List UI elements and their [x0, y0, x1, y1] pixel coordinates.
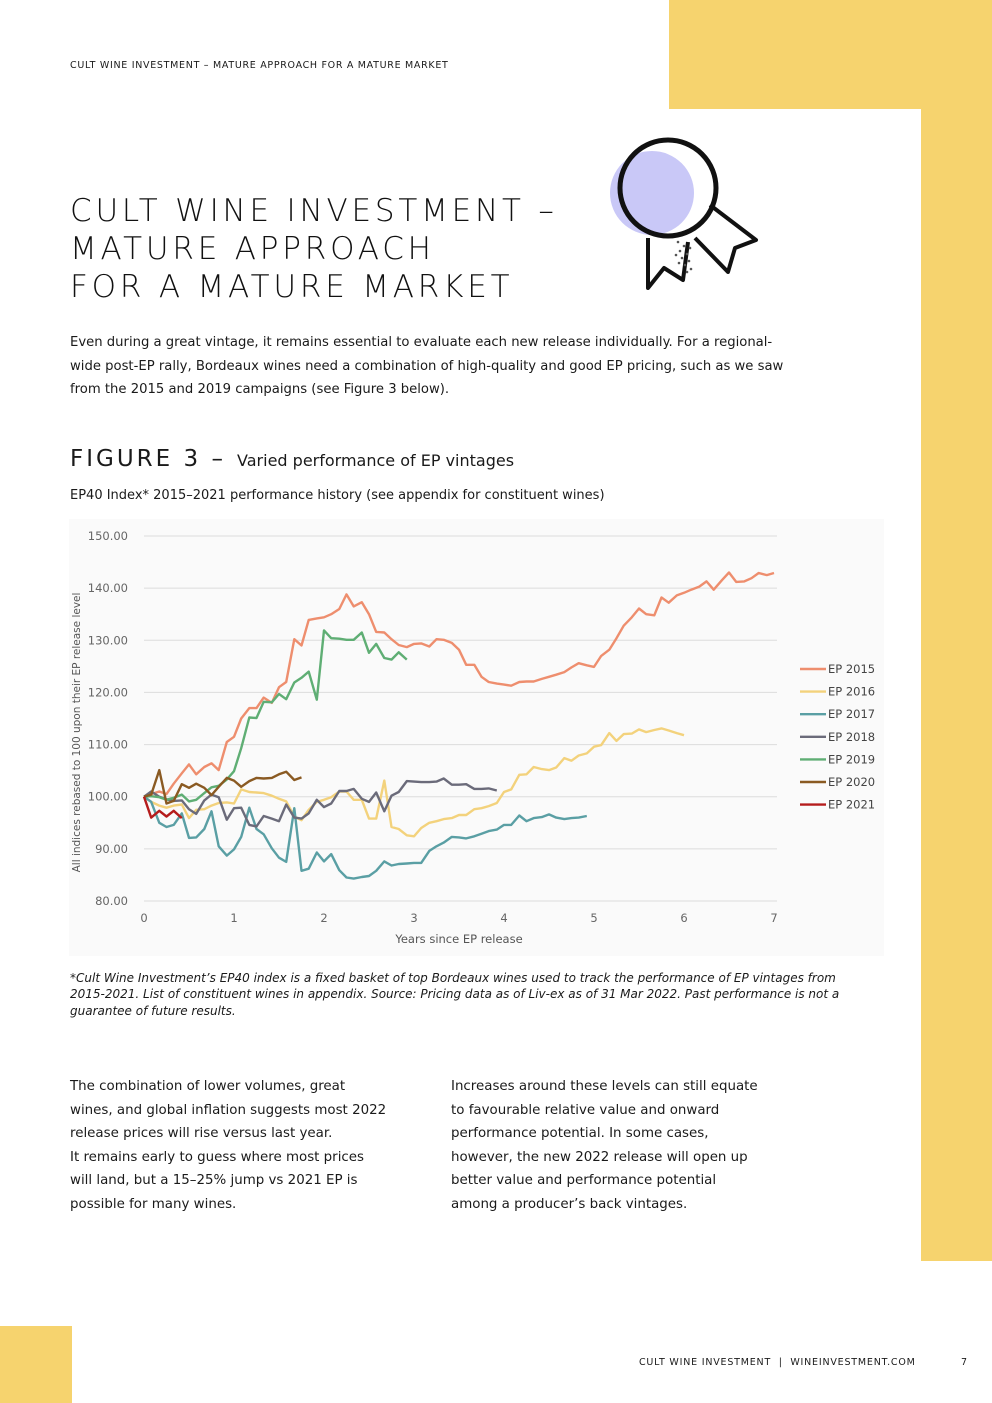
yellow-side-bar: [921, 109, 992, 1261]
x-tick-label: 2: [320, 911, 328, 925]
x-tick-label: 7: [770, 911, 778, 925]
y-tick-label: 140.00: [87, 581, 128, 596]
legend-label: EP 2015: [828, 662, 876, 676]
body-column-right: [451, 1075, 781, 1216]
y-tick-label: 100.00: [87, 789, 128, 804]
body-line: better value and performance potential: [451, 1173, 717, 1188]
figure-label: FIGURE 3 –: [70, 446, 226, 472]
intro-paragraph: Even during a great vintage, it remains essential to evaluate each new release individually. For a regional-wide post-EP rally, Bordeaux wines need a combination of high-quality and good EP pricing, such as we saw from the 2015 and 2019 campaigns (see Figure 3 below).: [70, 335, 784, 397]
y-tick-label: 120.00: [87, 685, 128, 700]
page-number: 7: [961, 1357, 968, 1368]
title-line: CULT WINE INVESTMENT –: [70, 193, 558, 229]
footer-text: CULT WINE INVESTMENT | WINEINVESTMENT.COM: [639, 1357, 916, 1368]
body-line: wines, and global inflation suggests most 2022: [70, 1102, 387, 1118]
running-header: CULT WINE INVESTMENT – MATURE APPROACH FOR A MATURE MARKET: [70, 60, 449, 71]
x-axis-label: Years since EP release: [395, 932, 523, 946]
y-tick-label: 130.00: [87, 633, 128, 648]
body-line: Increases around these levels can still equate: [451, 1079, 758, 1094]
title-line: FOR A MATURE MARKET: [70, 269, 514, 305]
series-line: [144, 573, 774, 797]
page-title: [70, 192, 558, 306]
y-tick-label: 150.00: [87, 529, 128, 543]
legend-label: EP 2019: [828, 752, 876, 767]
x-tick-label: 6: [680, 911, 688, 925]
figure-caption: EP40 Index* 2015–2021 performance history (see appendix for constituent wines): [70, 488, 605, 503]
body-line: possible for many wines.: [70, 1196, 237, 1212]
yellow-bottom-block: [0, 1326, 72, 1403]
x-tick-label: 4: [500, 911, 508, 925]
legend-label: EP 2017: [828, 707, 876, 722]
body-line: The combination of lower volumes, great: [70, 1079, 346, 1094]
x-tick-label: 3: [410, 911, 418, 925]
legend-label: EP 2018: [828, 729, 876, 744]
body-column-left: [70, 1075, 400, 1216]
x-tick-label: 1: [230, 911, 238, 925]
chart-panel: [69, 519, 884, 956]
award-ribbon-icon: [600, 130, 770, 300]
body-line: release prices will rise versus last year.: [70, 1126, 333, 1141]
body-line: however, the new 2022 release will open up: [451, 1149, 748, 1165]
legend-label: EP 2020: [828, 775, 876, 789]
body-line: will land, but a 15–25% jump vs 2021 EP is: [70, 1173, 358, 1188]
legend-label: EP 2016: [828, 684, 876, 699]
yellow-corner-block: [669, 0, 992, 109]
body-line: performance potential. In some cases,: [451, 1126, 709, 1141]
y-tick-label: 110.00: [87, 737, 128, 752]
y-tick-label: 80.00: [95, 894, 128, 908]
body-line: to favourable relative value and onward: [451, 1102, 720, 1118]
line-chart: [69, 519, 884, 956]
title-line: MATURE APPROACH: [70, 231, 435, 267]
x-tick-label: 5: [590, 911, 598, 925]
y-axis-label: All indices rebased to 100 upon their EP release level: [71, 592, 83, 873]
figure-heading: [70, 446, 514, 472]
figure-footnote: *Cult Wine Investment’s EP40 index is a fixed basket of top Bordeaux wines used to track the performance of EP vintages from 2015-2021. List of constituent wines in appendix. Source: Pricing data as of Liv-ex as of 31 Mar 2022. Past performance is not a guarantee of future results.: [70, 971, 840, 1018]
y-tick-label: 90.00: [95, 841, 128, 856]
x-tick-label: 0: [140, 911, 148, 925]
body-line: It remains early to guess where most prices: [70, 1149, 364, 1165]
body-line: among a producer’s back vintages.: [451, 1196, 688, 1212]
legend-label: EP 2021: [828, 797, 876, 812]
figure-subtitle: Varied performance of EP vintages: [237, 451, 515, 470]
